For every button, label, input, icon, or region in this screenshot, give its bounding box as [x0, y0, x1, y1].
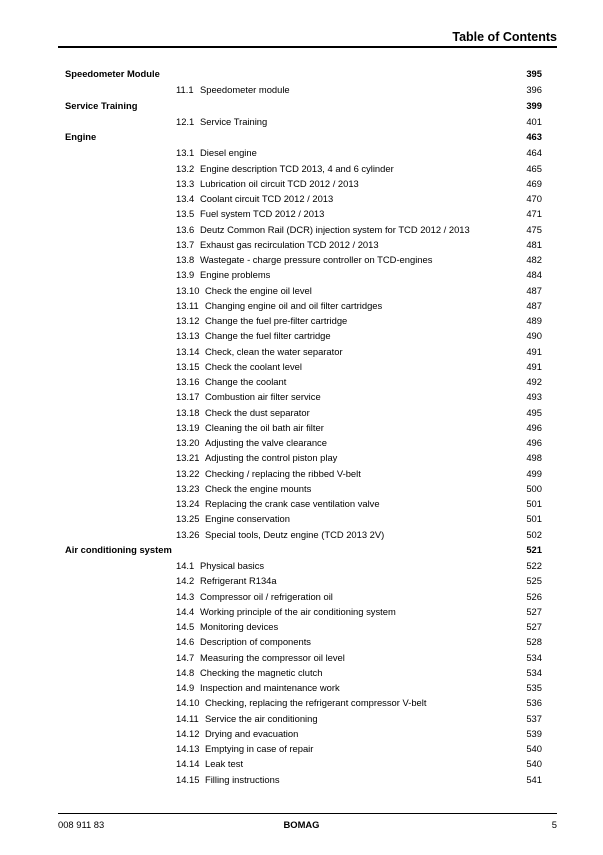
toc-page-number: 482	[526, 254, 542, 266]
toc-section-row[interactable]	[65, 206, 542, 221]
toc-section-text: Check the dust separator	[205, 406, 310, 418]
toc-section-title	[176, 711, 318, 726]
toc-section-row[interactable]	[65, 680, 542, 695]
toc-section-row[interactable]	[65, 298, 542, 313]
toc-section-title	[176, 558, 264, 573]
toc-section-text: Lubrication oil circuit TCD 2012 / 2013	[200, 177, 359, 189]
toc-page-number: 540	[526, 758, 542, 770]
toc-section-number: 13.14	[176, 345, 200, 357]
toc-page-number: 500	[526, 482, 542, 494]
toc-section-title	[176, 756, 243, 771]
toc-section-text: Diesel engine	[200, 147, 257, 159]
toc-section-title	[176, 450, 337, 465]
toc-section-title	[176, 222, 470, 237]
toc-section-text: Change the fuel pre-filter cartridge	[205, 315, 348, 327]
toc-section-row[interactable]	[65, 237, 542, 252]
toc-section-row[interactable]	[65, 756, 542, 771]
toc-page-number: 471	[526, 208, 542, 220]
toc-section-number: 13.16	[176, 376, 200, 388]
page-header-title: Table of Contents	[452, 30, 557, 44]
toc-section-title	[176, 252, 432, 267]
toc-section-text: Fuel system TCD 2012 / 2013	[200, 208, 325, 220]
toc-section-text: Check the engine mounts	[205, 482, 312, 494]
toc-page-number: 395	[526, 68, 542, 79]
table-of-contents	[65, 66, 542, 787]
toc-page-number: 484	[526, 269, 542, 281]
toc-section-title	[176, 650, 345, 665]
toc-section-number: 13.26	[176, 528, 200, 540]
toc-section-number: 14.7	[176, 651, 195, 663]
toc-section-title	[176, 420, 324, 435]
toc-section-title	[176, 374, 286, 389]
toc-section-row[interactable]	[65, 145, 542, 160]
toc-section-text: Description of components	[200, 636, 311, 648]
toc-section-title	[176, 328, 331, 343]
toc-section-number: 14.2	[176, 575, 195, 587]
toc-section-row[interactable]	[65, 450, 542, 465]
toc-section-number: 14.1	[176, 560, 195, 572]
toc-section-number: 11.1	[176, 84, 194, 96]
toc-page-number: 525	[526, 575, 542, 587]
toc-page-number: 539	[526, 727, 542, 739]
toc-section-row[interactable]	[65, 619, 542, 634]
toc-section-row[interactable]	[65, 741, 542, 756]
toc-section-title	[176, 527, 384, 542]
toc-section-number: 14.10	[176, 697, 200, 709]
toc-section-title	[176, 604, 396, 619]
toc-section-number: 13.9	[176, 269, 195, 281]
toc-section-title	[176, 359, 302, 374]
toc-page-number: 490	[526, 330, 542, 342]
toc-section-number: 13.3	[176, 177, 195, 189]
toc-page-number: 527	[526, 621, 542, 633]
toc-section-number: 13.5	[176, 208, 195, 220]
toc-section-title	[176, 161, 394, 176]
toc-section-text: Change the coolant	[205, 376, 287, 388]
toc-section-text: Engine description TCD 2013, 4 and 6 cylinder	[200, 162, 394, 174]
toc-section-number: 13.21	[176, 452, 200, 464]
toc-chapter-row[interactable]	[65, 542, 542, 558]
toc-section-row[interactable]	[65, 527, 542, 542]
toc-page-number: 526	[526, 590, 542, 602]
toc-section-row[interactable]	[65, 114, 542, 129]
toc-page-number: 489	[526, 315, 542, 327]
toc-section-number: 14.5	[176, 621, 195, 633]
toc-section-title	[176, 511, 290, 526]
toc-page-number: 528	[526, 636, 542, 648]
toc-section-row[interactable]	[65, 267, 542, 282]
toc-section-text: Refrigerant R134a	[200, 575, 277, 587]
toc-page-number: 481	[526, 238, 542, 250]
toc-page-number: 491	[526, 345, 542, 357]
toc-section-title	[176, 466, 361, 481]
toc-page-number: 487	[526, 284, 542, 296]
toc-page-number: 475	[526, 223, 542, 235]
toc-chapter-row[interactable]	[65, 98, 542, 114]
toc-page-number: 540	[526, 743, 542, 755]
toc-section-text: Emptying in case of repair	[205, 743, 314, 755]
toc-section-text: Adjusting the valve clearance	[205, 437, 327, 449]
toc-section-number: 14.11	[176, 712, 199, 724]
toc-section-number: 13.6	[176, 223, 195, 235]
toc-chapter-row[interactable]	[65, 129, 542, 145]
toc-page-number: 465	[526, 162, 542, 174]
toc-section-title	[176, 298, 382, 313]
toc-page-number: 464	[526, 147, 542, 159]
toc-section-text: Special tools, Deutz engine (TCD 2013 2V)	[205, 528, 385, 540]
toc-section-number: 13.8	[176, 254, 195, 266]
footer-page-number: 5	[551, 819, 557, 830]
toc-page-number: 491	[526, 360, 542, 372]
toc-section-row[interactable]	[65, 176, 542, 191]
toc-section-number: 13.4	[176, 193, 195, 205]
toc-section-row[interactable]	[65, 665, 542, 680]
toc-section-text: Compressor oil / refrigeration oil	[200, 590, 333, 602]
toc-page-number: 522	[526, 560, 542, 572]
toc-section-number: 14.14	[176, 758, 200, 770]
toc-page-number: 527	[526, 605, 542, 617]
toc-section-title	[176, 145, 257, 160]
toc-section-number: 14.12	[176, 727, 200, 739]
toc-section-number: 13.10	[176, 284, 200, 296]
toc-section-number: 14.13	[176, 743, 200, 755]
toc-section-number: 14.4	[176, 605, 195, 617]
toc-page-number: 463	[526, 131, 542, 143]
toc-page-number: 495	[526, 406, 542, 418]
toc-section-number: 13.19	[176, 421, 200, 433]
toc-section-row[interactable]	[65, 191, 542, 206]
toc-section-title	[176, 114, 267, 129]
toc-section-row[interactable]	[65, 313, 542, 328]
toc-section-title	[176, 206, 324, 221]
toc-section-title	[176, 191, 333, 206]
toc-section-text: Check the coolant level	[205, 360, 302, 372]
toc-page-number: 534	[526, 651, 542, 663]
toc-section-text: Monitoring devices	[200, 621, 279, 633]
toc-section-row[interactable]	[65, 589, 542, 604]
toc-section-text: Checking, replacing the refrigerant compressor V-belt	[205, 697, 427, 709]
toc-section-number: 13.13	[176, 330, 200, 342]
toc-page-number: 496	[526, 437, 542, 449]
toc-section-row[interactable]	[65, 283, 542, 298]
toc-section-row[interactable]	[65, 604, 542, 619]
toc-section-text: Inspection and maintenance work	[200, 682, 340, 694]
toc-page-number: 399	[526, 99, 542, 111]
toc-page-number: 498	[526, 452, 542, 464]
footer-rule	[58, 813, 557, 814]
toc-section-title	[176, 680, 340, 695]
toc-section-row[interactable]	[65, 481, 542, 496]
toc-section-title	[176, 481, 311, 496]
toc-page-number: 469	[526, 177, 542, 189]
toc-section-text: Change the fuel filter cartridge	[205, 330, 331, 342]
toc-section-text: Changing engine oil and oil filter cartridges	[205, 299, 383, 311]
toc-section-text: Working principle of the air conditioning system	[200, 605, 396, 617]
toc-section-number: 14.3	[176, 590, 195, 602]
toc-chapter-title: Air conditioning system	[65, 543, 172, 555]
toc-section-row[interactable]	[65, 252, 542, 267]
toc-section-title	[176, 176, 359, 191]
toc-page-number: 396	[526, 84, 542, 96]
toc-section-row[interactable]	[65, 222, 542, 237]
toc-section-number: 13.18	[176, 406, 200, 418]
footer-brand: BOMAG	[283, 819, 320, 830]
toc-section-row[interactable]	[65, 344, 542, 359]
toc-page-number: 401	[526, 115, 542, 127]
toc-section-title	[176, 772, 280, 787]
toc-section-title	[176, 389, 321, 404]
toc-section-number: 13.1	[176, 147, 195, 159]
toc-section-number: 13.22	[176, 467, 200, 479]
toc-page-number: 501	[526, 498, 542, 510]
toc-section-number: 13.7	[176, 238, 195, 250]
toc-section-number: 14.15	[176, 773, 200, 785]
toc-section-number: 14.9	[176, 682, 195, 694]
toc-section-title	[176, 435, 327, 450]
toc-chapter-title: Speedometer Module	[65, 68, 160, 79]
toc-section-text: Replacing the crank case ventilation valve	[205, 498, 380, 510]
toc-section-number: 13.15	[176, 360, 200, 372]
toc-page-number: 537	[526, 712, 542, 724]
toc-chapter-row[interactable]	[65, 66, 542, 82]
toc-section-row[interactable]	[65, 558, 542, 573]
toc-section-title	[176, 82, 290, 97]
toc-section-title	[176, 313, 347, 328]
toc-section-text: Coolant circuit TCD 2012 / 2013	[200, 193, 334, 205]
toc-section-title	[176, 573, 277, 588]
footer-doc-number: 008 911 83	[58, 819, 105, 830]
toc-page-number: 487	[526, 299, 542, 311]
toc-section-row[interactable]	[65, 772, 542, 787]
toc-section-title	[176, 405, 310, 420]
toc-section-text: Cleaning the oil bath air filter	[205, 421, 324, 433]
toc-page-number: 493	[526, 391, 542, 403]
toc-section-row[interactable]	[65, 496, 542, 511]
toc-section-text: Exhaust gas recirculation TCD 2012 / 2013	[200, 238, 379, 250]
toc-section-number: 14.6	[176, 636, 195, 648]
toc-section-row[interactable]	[65, 726, 542, 741]
toc-section-text: Engine conservation	[205, 513, 290, 525]
toc-chapter-title: Service Training	[65, 99, 138, 111]
toc-section-row[interactable]	[65, 405, 542, 420]
toc-section-title	[176, 496, 380, 511]
toc-section-text: Leak test	[205, 758, 244, 770]
toc-page-number: 499	[526, 467, 542, 479]
toc-section-row[interactable]	[65, 466, 542, 481]
toc-section-row[interactable]	[65, 511, 542, 526]
toc-section-title	[176, 237, 379, 252]
toc-section-text: Service Training	[200, 115, 268, 127]
toc-section-title	[176, 695, 426, 710]
toc-page-number: 492	[526, 376, 542, 388]
toc-section-text: Speedometer module	[200, 84, 290, 96]
toc-page-number: 536	[526, 697, 542, 709]
toc-section-number: 13.24	[176, 498, 200, 510]
toc-section-row[interactable]	[65, 573, 542, 588]
toc-section-row[interactable]	[65, 328, 542, 343]
toc-page-number: 496	[526, 421, 542, 433]
toc-page-number: 502	[526, 528, 542, 540]
toc-section-text: Check, clean the water separator	[205, 345, 343, 357]
toc-section-row[interactable]	[65, 389, 542, 404]
toc-section-row[interactable]	[65, 161, 542, 176]
toc-section-text: Wastegate - charge pressure controller on TCD-engines	[200, 254, 433, 266]
toc-section-title	[176, 267, 270, 282]
toc-section-text: Measuring the compressor oil level	[200, 651, 345, 663]
toc-section-number: 12.1	[176, 115, 195, 127]
toc-section-title	[176, 634, 311, 649]
toc-section-title	[176, 726, 298, 741]
toc-section-row[interactable]	[65, 650, 542, 665]
toc-section-text: Physical basics	[200, 560, 265, 572]
toc-section-row[interactable]	[65, 711, 542, 726]
toc-section-title	[176, 665, 322, 680]
toc-section-text: Combustion air filter service	[205, 391, 321, 403]
header-rule	[58, 46, 557, 48]
toc-section-text: Filling instructions	[205, 773, 280, 785]
toc-section-text: Service the air conditioning	[205, 712, 318, 724]
toc-page-number: 501	[526, 513, 542, 525]
toc-section-row[interactable]	[65, 82, 542, 97]
toc-page-number: 534	[526, 666, 542, 678]
toc-section-text: Checking / replacing the ribbed V-belt	[205, 467, 361, 479]
toc-section-row[interactable]	[65, 420, 542, 435]
toc-section-title	[176, 741, 313, 756]
toc-section-row[interactable]	[65, 374, 542, 389]
toc-section-number: 13.20	[176, 437, 200, 449]
toc-section-text: Engine problems	[200, 269, 271, 281]
toc-section-number: 14.8	[176, 666, 195, 678]
toc-section-row[interactable]	[65, 359, 542, 374]
toc-section-row[interactable]	[65, 695, 542, 710]
toc-page-number: 521	[526, 543, 542, 555]
toc-section-text: Check the engine oil level	[205, 284, 312, 296]
toc-section-number: 13.23	[176, 482, 200, 494]
toc-section-number: 13.17	[176, 391, 200, 403]
toc-page-number: 535	[526, 682, 542, 694]
toc-section-number: 13.11	[176, 299, 199, 311]
toc-section-title	[176, 344, 343, 359]
toc-section-title	[176, 619, 278, 634]
toc-section-title	[176, 283, 312, 298]
toc-page-number: 470	[526, 193, 542, 205]
toc-section-number: 13.25	[176, 513, 200, 525]
toc-section-text: Deutz Common Rail (DCR) injection system for TCD 2012 / 2013	[200, 223, 470, 235]
toc-page-number: 541	[526, 773, 542, 785]
toc-section-number: 13.2	[176, 162, 195, 174]
toc-section-text: Drying and evacuation	[205, 727, 299, 739]
toc-section-text: Adjusting the control piston play	[205, 452, 338, 464]
toc-section-row[interactable]	[65, 634, 542, 649]
toc-section-row[interactable]	[65, 435, 542, 450]
toc-section-title	[176, 589, 333, 604]
toc-chapter-title: Engine	[65, 131, 97, 143]
toc-section-number: 13.12	[176, 315, 200, 327]
toc-section-text: Checking the magnetic clutch	[200, 666, 323, 678]
